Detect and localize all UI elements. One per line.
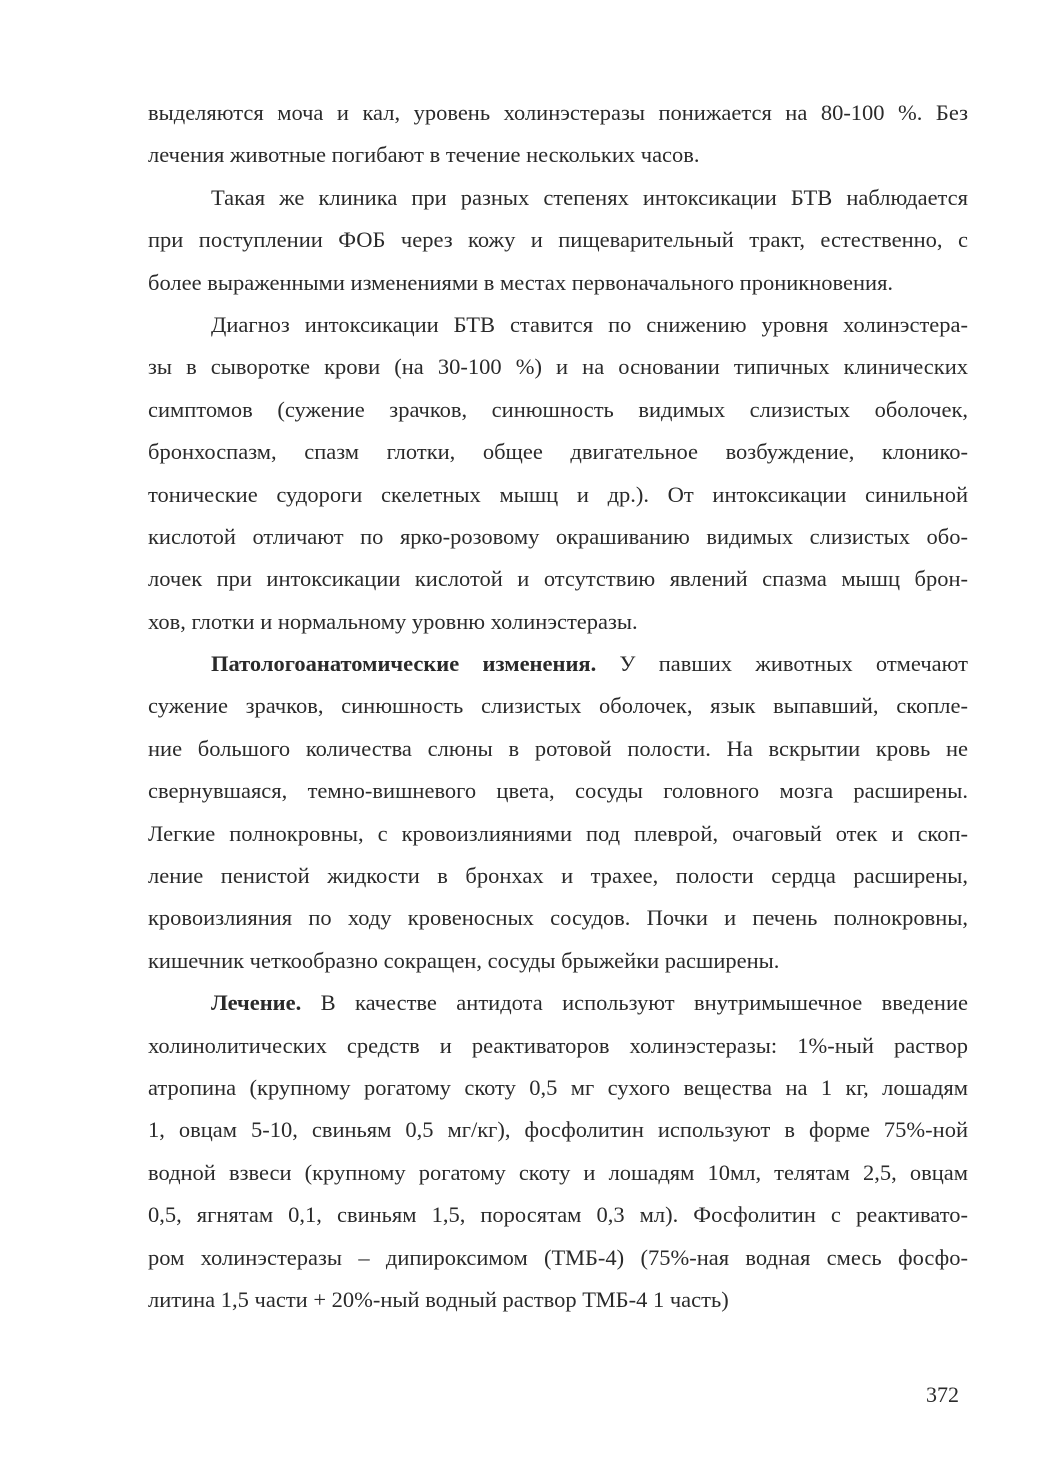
text-line-with-heading <box>148 643 968 685</box>
text-line: лочек при интоксикации кислотой и отсутствию явлений спазма мышц брон- <box>148 566 968 592</box>
text-run: В качестве антидота используют внутримышечное введение <box>301 990 968 1016</box>
text-line: хов, глотки и нормальному уровню холинэстеразы. <box>148 608 638 634</box>
text-line: холинолитических средств и реактиваторов холинэстеразы: 1%-ный раствор <box>148 1032 968 1058</box>
text-line: выделяются моча и кал, уровень холинэстеразы понижается на 80-100 %. Без <box>148 100 968 125</box>
text-line: ление пенистой жидкости в бронхах и трахее, полости сердца расширены, <box>148 863 968 889</box>
text-line: литина 1,5 части + 20%-ный водный раствор ТМБ-4 1 часть) <box>148 1286 729 1312</box>
text-line: тонические судороги скелетных мышц и др.). От интоксикации синильной <box>148 481 968 507</box>
text-line: более выраженными изменениями в местах первоначального проникновения. <box>148 269 894 295</box>
paragraph-clinic <box>148 177 968 304</box>
paragraph-diagnosis <box>148 304 968 643</box>
text-line: бронхоспазм, спазм глотки, общее двигательное возбуждение, клонико- <box>148 439 968 465</box>
text-line: ром холинэстеразы – дипироксимом (ТМБ-4) (75%-ная водная смесь фосфо- <box>148 1244 968 1270</box>
text-line: кислотой отличают по ярко-розовому окрашиванию видимых слизистых обо- <box>148 523 968 549</box>
text-line: Диагноз интоксикации БТВ ставится по снижению уровня холинэстера- <box>211 311 968 337</box>
text-line: кишечник четкообразно сокращен, сосуды брыжейки расширены. <box>148 947 780 973</box>
page-number: 372 <box>926 1382 959 1407</box>
text-line: Легкие полнокровны, с кровоизлияниями под плеврой, очаговый отек и скоп- <box>148 820 968 846</box>
text-line: при поступлении ФОБ через кожу и пищеварительный тракт, естественно, с <box>148 227 968 253</box>
section-heading: Лечение. <box>211 990 302 1016</box>
text-line: лечения животные погибают в течение нескольких часов. <box>148 142 700 168</box>
text-line: атропина (крупному рогатому скоту 0,5 мг сухого вещества на 1 кг, лошадям <box>148 1074 968 1100</box>
paragraph-treatment <box>148 982 968 1321</box>
section-heading: Патологоанатомические изменения. <box>211 651 597 677</box>
text-line: Такая же клиника при разных степенях интоксикации БТВ наблюдается <box>211 184 968 210</box>
text-line: ние большого количества слюны в ротовой полости. На вскрытии кровь не <box>148 735 968 761</box>
text-run: У павших животных отмечают <box>596 651 968 677</box>
text-line: зы в сыворотке крови (на 30-100 %) и на основании типичных клинических <box>148 354 968 380</box>
page-body <box>148 92 968 1321</box>
paragraph-continuation <box>148 92 968 177</box>
paragraph-pathology <box>148 643 968 982</box>
text-line-with-heading <box>148 982 968 1024</box>
text-line: свернувшаяся, темно-вишневого цвета, сосуды головного мозга расширены. <box>148 778 968 804</box>
text-line: 1, овцам 5-10, свиньям 0,5 мг/кг), фосфолитин используют в форме 75%-ной <box>148 1117 968 1143</box>
text-line: водной взвеси (крупному рогатому скоту и лошадям 10мл, телятам 2,5, овцам <box>148 1159 968 1185</box>
text-line: сужение зрачков, синюшность слизистых оболочек, язык выпавший, скопле- <box>148 693 968 719</box>
text-line: симптомов (сужение зрачков, синюшность видимых слизистых оболочек, <box>148 396 968 422</box>
text-line: кровоизлияния по ходу кровеносных сосудов. Почки и печень полнокровны, <box>148 905 968 931</box>
text-line: 0,5, ягнятам 0,1, свиньям 1,5, поросятам 0,3 мл). Фосфолитин с реактивато- <box>148 1202 968 1228</box>
